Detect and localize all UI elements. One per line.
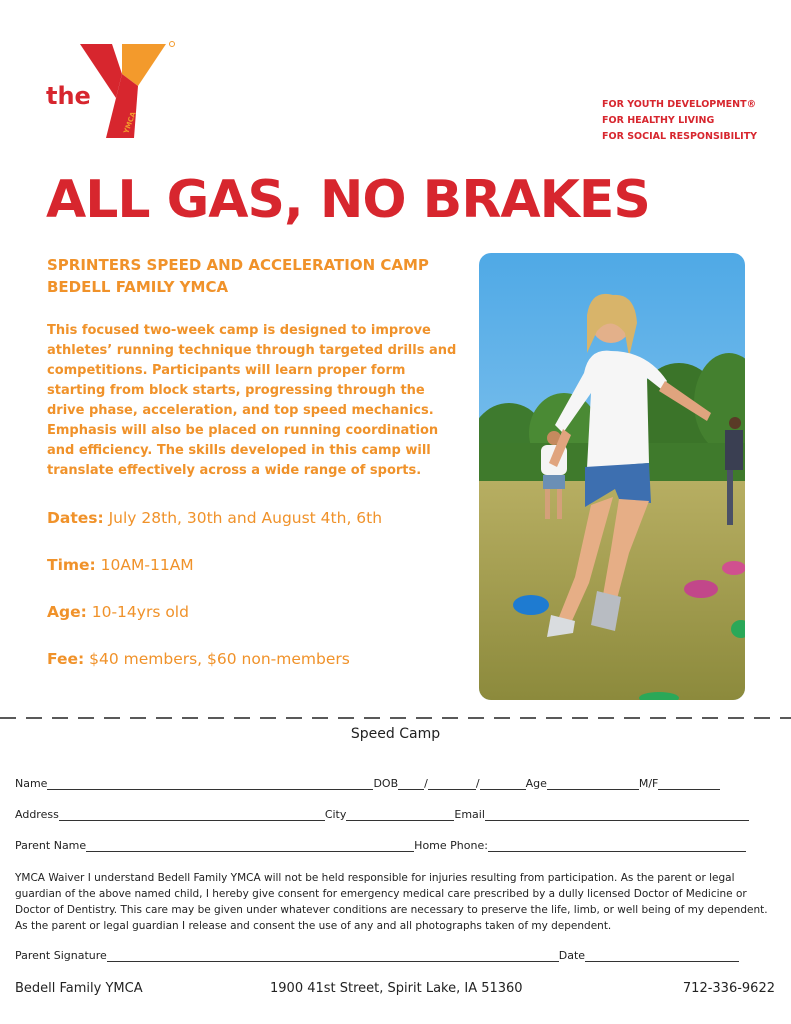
parent-row <box>15 839 746 852</box>
dates-value: July 28th, 30th and August 4th, 6th <box>103 509 383 527</box>
dob-year-field[interactable] <box>480 778 526 790</box>
dob-slash: / <box>475 777 480 790</box>
logo-the-text: the <box>46 82 91 110</box>
date-field[interactable] <box>585 950 739 962</box>
parent-name-label: Parent Name <box>15 839 87 852</box>
cut-line <box>0 717 791 719</box>
footer-address: 1900 41st Street, Spirit Lake, IA 51360 <box>270 981 523 996</box>
waiver-text: YMCA Waiver I understand Bedell Family YMCA will not be held responsible for injuries resulting from participation. As the parent or legal guardian of the above named child, I hereby give consent for emergency medical care prescribed by a dully licensed Doctor of Medicine or Doctor of Dentistry. This care may be given under whatever conditions are necessary to preserve the life, limb, or well being of my dependent. As the parent or legal guardian I release and consent the use of any and all photographs taken of my dependent. <box>15 872 768 932</box>
tagline-line: FOR SOCIAL RESPONSIBILITY <box>602 131 758 142</box>
dob-day-field[interactable] <box>428 778 476 790</box>
age-field-label: Age <box>525 777 547 790</box>
name-row <box>15 777 720 790</box>
home-phone-field[interactable] <box>488 840 746 852</box>
date-label: Date <box>558 949 586 962</box>
time-value: 10AM-11AM <box>95 556 194 574</box>
name-field[interactable] <box>47 778 373 790</box>
name-label: Name <box>15 777 48 790</box>
camp-description: This focused two-week camp is designed to improve athletes’ running technique through targeted drills and competitions. Participants will learn proper form starting from block starts, progressing through the drive phase, acceleration, and top speed mechanics. Emphasis will also be placed on running coordination and efficiency. The skills developed in this camp will translate effectively across a wide range of sports. <box>47 323 457 478</box>
fee-line <box>47 650 350 668</box>
home-phone-label: Home Phone: <box>414 839 488 852</box>
address-label: Address <box>15 808 59 821</box>
email-field[interactable] <box>485 809 749 821</box>
fee-value: $40 members, $60 non-members <box>84 650 350 668</box>
mf-field[interactable] <box>658 778 720 790</box>
location-title: BEDELL FAMILY YMCA <box>47 278 229 296</box>
dates-label: Dates: <box>47 509 104 527</box>
address-field[interactable] <box>59 809 325 821</box>
dob-month-field[interactable] <box>398 778 424 790</box>
tagline-line: FOR YOUTH DEVELOPMENT® <box>602 99 757 110</box>
footer-org: Bedell Family YMCA <box>15 981 143 996</box>
camp-title: SPRINTERS SPEED AND ACCELERATION CAMP <box>47 256 429 274</box>
dob-label: DOB <box>373 777 399 790</box>
footer-phone: 712-336-9622 <box>682 981 775 996</box>
runner-photo <box>479 253 745 700</box>
signature-label: Parent Signature <box>15 949 107 962</box>
logo-ymca-text: YMCA <box>122 110 138 135</box>
ymca-logo <box>78 38 178 142</box>
signature-row <box>15 949 739 962</box>
age-line <box>47 603 189 621</box>
fee-label: Fee: <box>47 650 85 668</box>
age-label: Age: <box>47 603 87 621</box>
time-line <box>47 556 194 574</box>
age-value: 10-14yrs old <box>86 603 189 621</box>
dob-slash: / <box>424 777 428 790</box>
time-label: Time: <box>47 556 96 574</box>
mf-label: M/F <box>638 777 659 790</box>
address-row <box>15 808 749 821</box>
parent-name-field[interactable] <box>86 840 414 852</box>
age-field[interactable] <box>547 778 639 790</box>
headline: ALL GAS, NO BRAKES <box>46 170 650 230</box>
dates-line <box>47 509 382 527</box>
city-field[interactable] <box>346 809 454 821</box>
email-label: Email <box>454 808 485 821</box>
signature-field[interactable] <box>107 950 559 962</box>
city-label: City <box>324 808 347 821</box>
subhead <box>47 254 429 298</box>
tagline-line: FOR HEALTHY LIVING <box>602 115 715 126</box>
form-title: Speed Camp <box>350 726 441 742</box>
tagline <box>602 97 757 145</box>
